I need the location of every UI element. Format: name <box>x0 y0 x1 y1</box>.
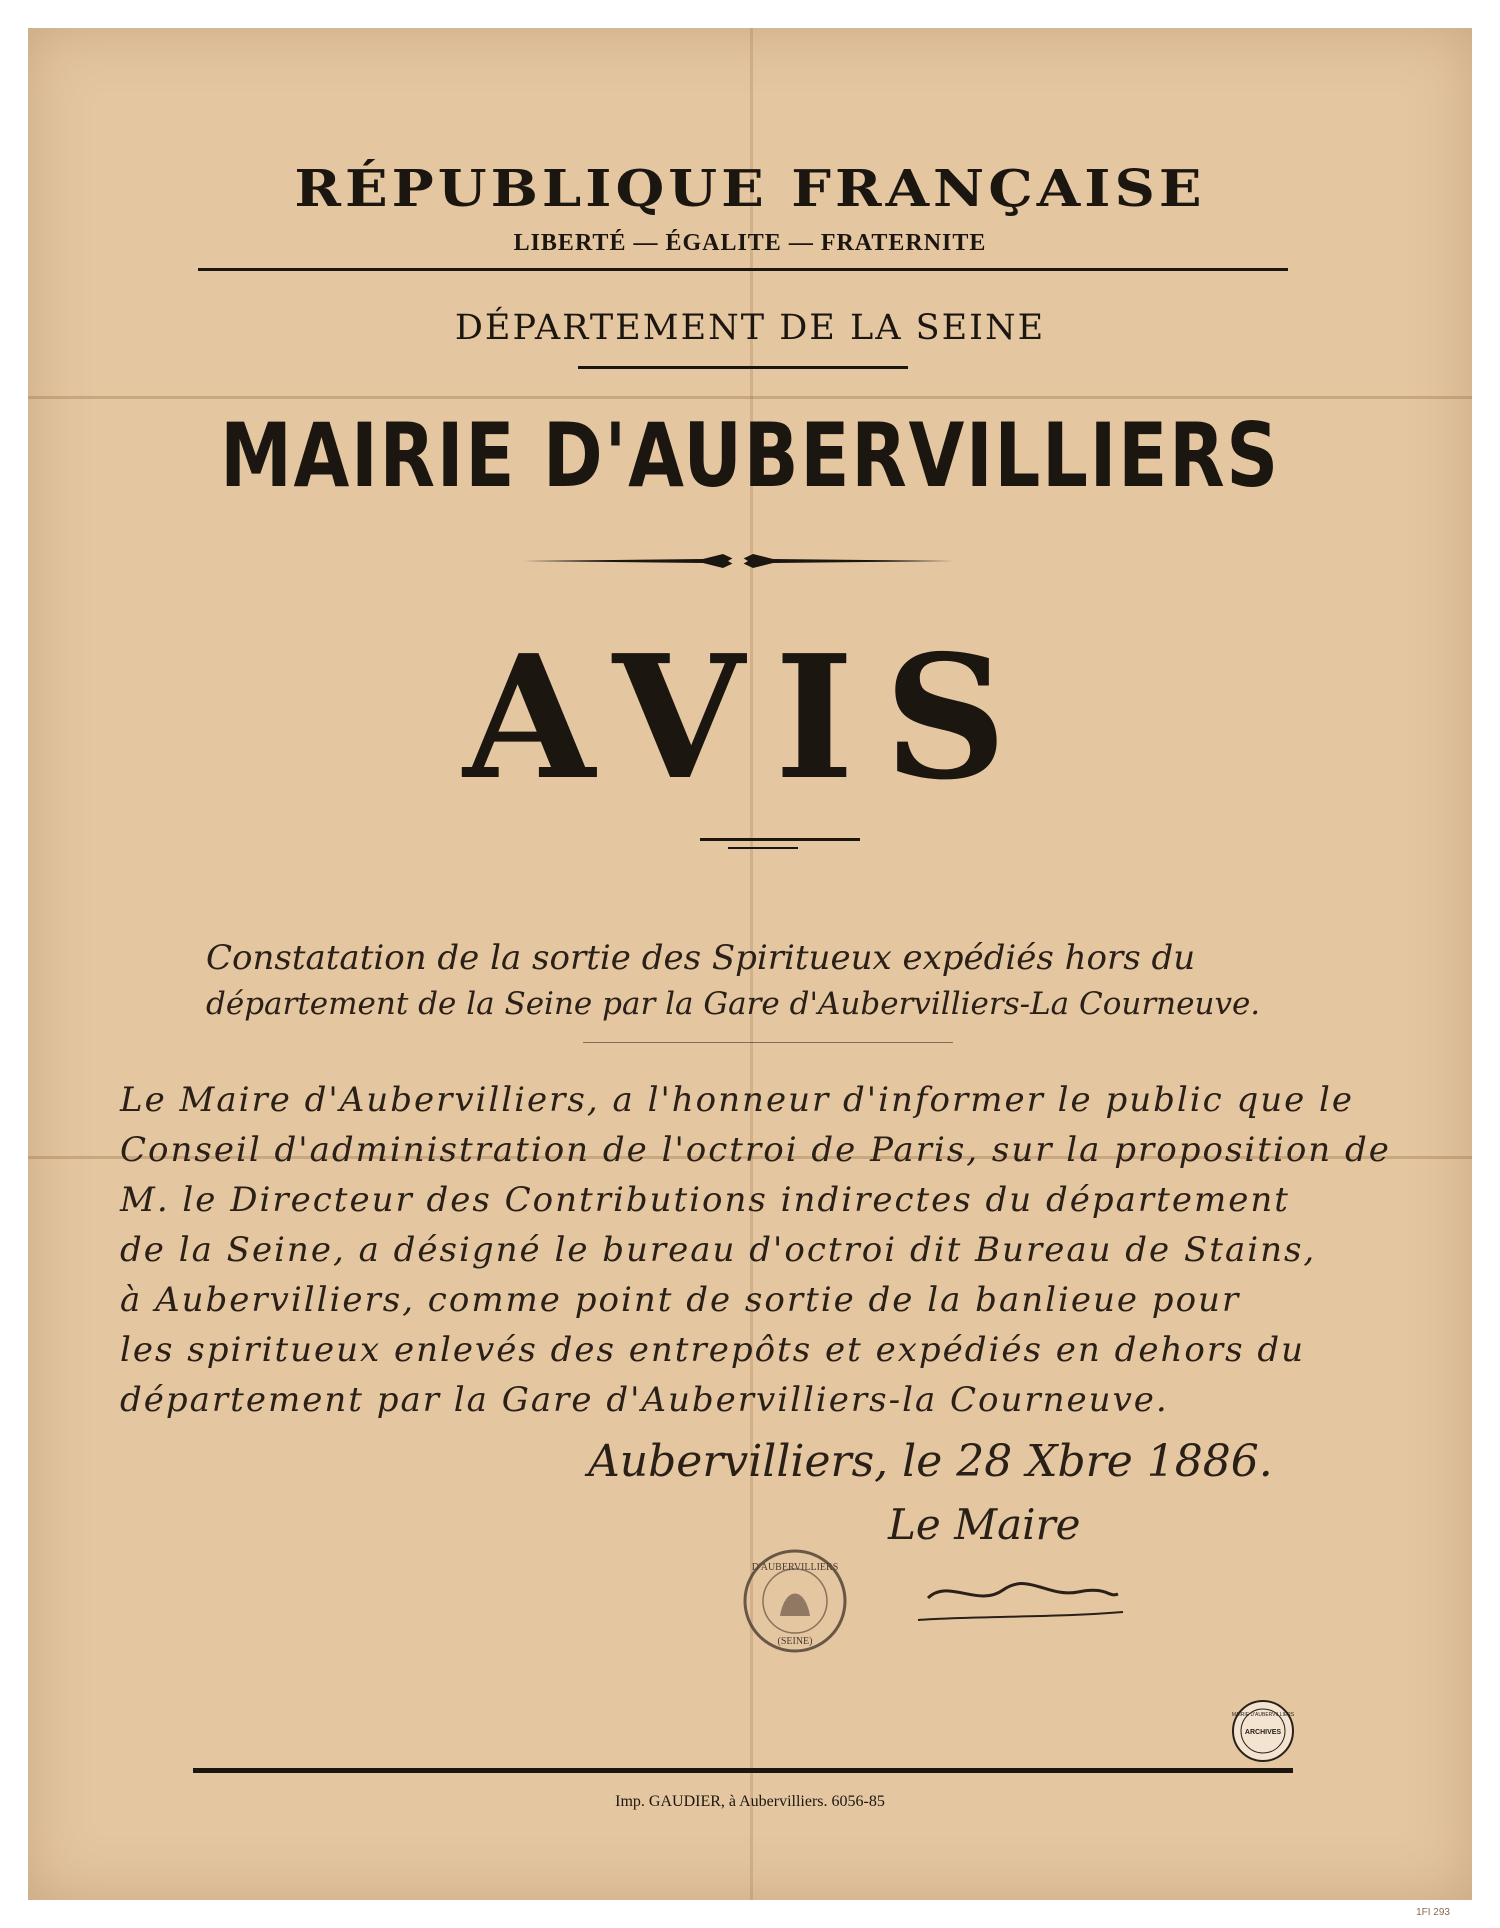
subject-line: Constatation de la sortie des Spiritueux expédiés hors du <box>206 938 1196 978</box>
body-line: de la Seine, a désigné le bureau d'octroi dit Bureau de Stains, <box>120 1230 1317 1270</box>
mairie-heading: MAIRIE D'AUBERVILLIERS <box>220 404 1280 507</box>
footer-rule <box>193 1768 1293 1773</box>
signature-title: Le Maire <box>888 1500 1081 1549</box>
header-rule <box>198 268 1288 271</box>
devise-text: LIBERTÉ — ÉGALITE — FRATERNITE <box>513 230 987 256</box>
avis-title: AVIS <box>463 618 1037 818</box>
departement-heading: DÉPARTEMENT DE LA SEINE <box>454 308 1046 348</box>
printer-imprint: Imp. GAUDIER, à Aubervilliers. 6056-85 <box>615 1793 885 1810</box>
archive-reference: 1FI 293 <box>1416 1907 1450 1918</box>
subject-line: département de la Seine par la Gare d'Aubervilliers-La Courneuve. <box>206 986 1261 1022</box>
separator-line <box>583 1042 953 1043</box>
seal-top-text: D'AUBERVILLIERS <box>751 1562 839 1573</box>
archive-stamp <box>1228 1696 1298 1766</box>
body-line: M. le Directeur des Contributions indirectes du département <box>120 1180 1290 1220</box>
short-rule <box>578 366 908 369</box>
body-line: les spiritueux enlevés des entrepôts et expédiés en dehors du <box>120 1330 1306 1370</box>
signature-date: Aubervilliers, le 28 Xbre 1886. <box>588 1436 1273 1487</box>
republique-heading: RÉPUBLIQUE FRANÇAISE <box>294 159 1206 219</box>
body-line: Conseil d'administration de l'octroi de Paris, sur la proposition de <box>120 1130 1391 1170</box>
body-line: à Aubervilliers, comme point de sortie de la banlieue pour <box>120 1280 1241 1320</box>
seal-bottom-text: (SEINE) <box>777 1636 813 1647</box>
archive-stamp-top: MAIRIE D'AUBERVILLIERS <box>1231 1712 1295 1718</box>
ornament-divider <box>523 550 953 572</box>
body-line: département par la Gare d'Aubervilliers-la Courneuve. <box>120 1380 1169 1420</box>
mairie-seal <box>740 1546 850 1656</box>
short-rule <box>728 847 798 849</box>
signature-scribble <box>908 1568 1138 1638</box>
short-rule <box>700 838 860 841</box>
body-line: Le Maire d'Aubervilliers, a l'honneur d'informer le public que le <box>120 1080 1355 1120</box>
archive-stamp-center: ARCHIVES <box>1244 1729 1282 1736</box>
poster-sheet <box>28 28 1472 1900</box>
